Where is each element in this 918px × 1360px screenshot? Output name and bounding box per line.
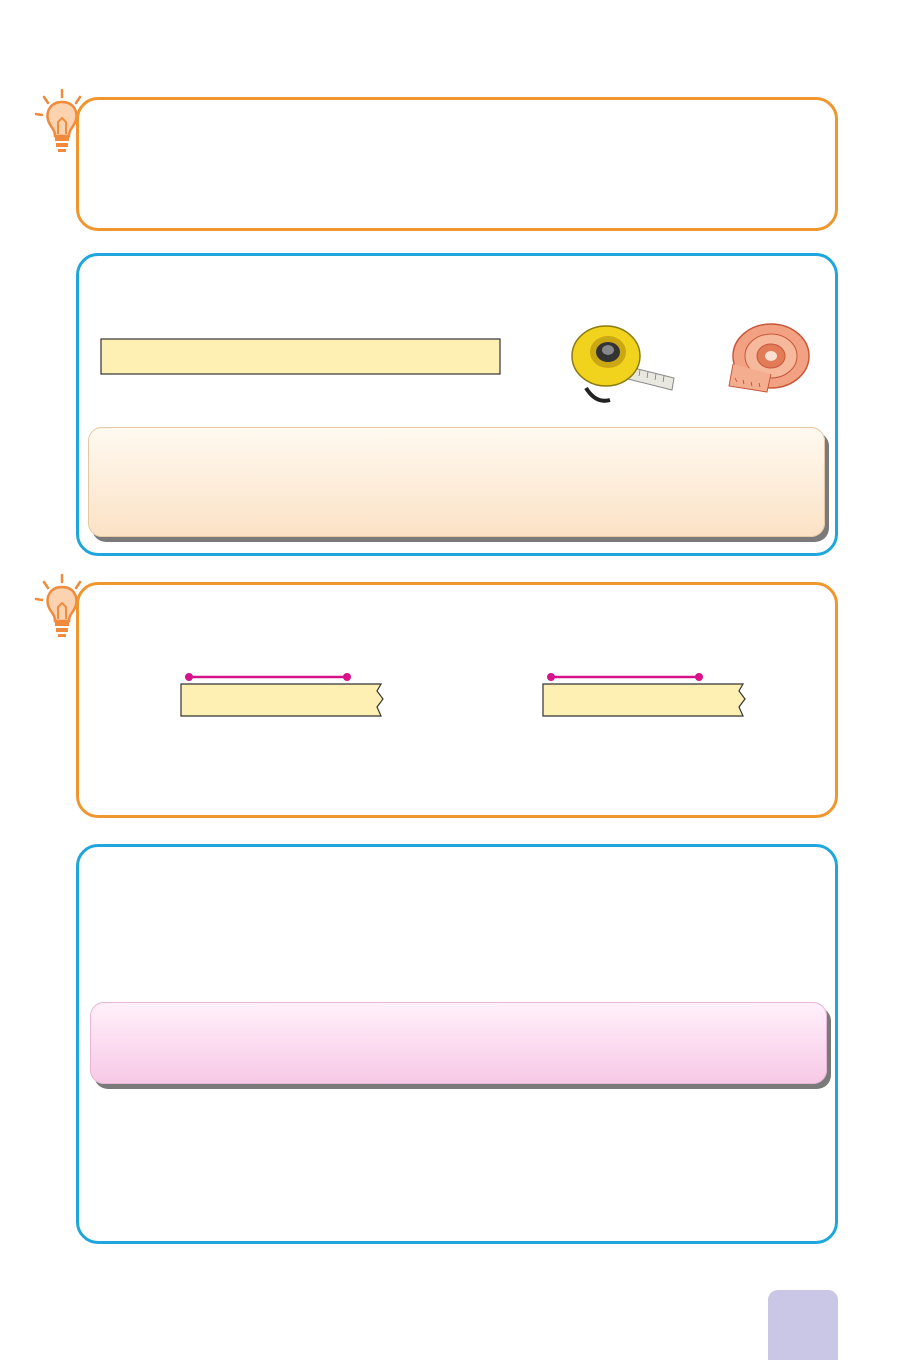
tools-box [76, 253, 838, 556]
measure-box [76, 582, 838, 818]
ruler-icon [100, 338, 502, 376]
page-number [768, 1290, 838, 1360]
ruler-kl [179, 671, 389, 721]
units-box [76, 97, 838, 231]
rule-callout [90, 1002, 827, 1084]
measuring-tape-roll-icon [727, 320, 813, 394]
definition-callout [88, 427, 825, 537]
equality-box [76, 844, 838, 1244]
ruler-mn [541, 671, 751, 721]
tape-measure-icon [566, 318, 678, 406]
